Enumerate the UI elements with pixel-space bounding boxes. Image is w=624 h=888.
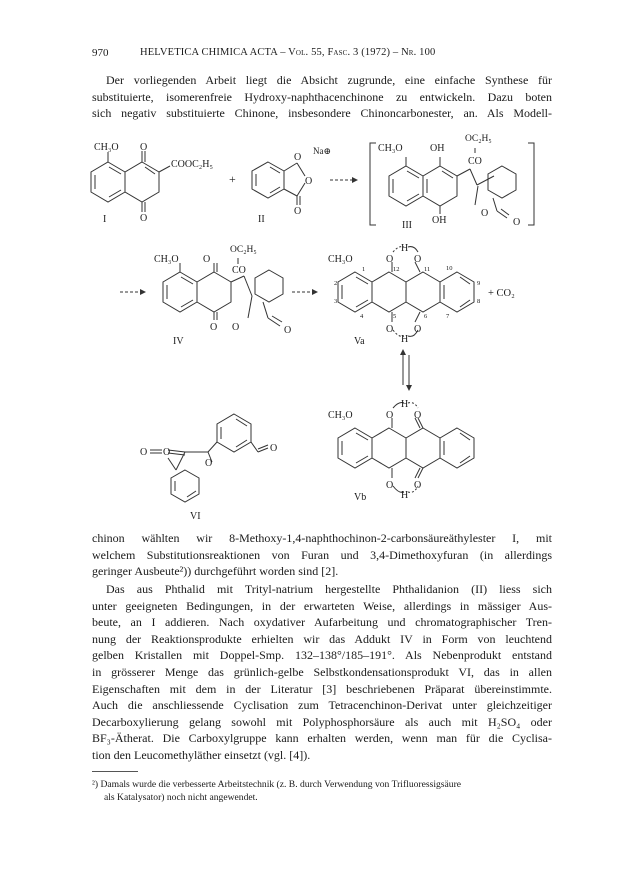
footnote-rule [92,771,138,772]
text-line: chinon wählten wir 8-Methoxy-1,4-naphthochinon-2-carbonsäureäthylester I, mit [92,531,552,545]
atom-number: 4 [360,313,364,320]
oxo-label: O [386,254,394,265]
body-paragraph [92,530,552,580]
ring-oxygen-label: O [205,458,213,469]
text-line: substituierte, isomerenfreie Hydroxy-naphthacenchinone zu entwickeln. Dazu boten [92,89,552,104]
running-head: HELVETICA CHIMICA ACTA – Vol. 55, Fasc. 3 (1972) – Nr. 100 [140,47,436,58]
footnote-line: ²) Damals wurde die verbesserte Arbeitstechnik (z. B. durch Verwendung von Trifluoressigsäure [92,779,462,790]
oxo-label: O [270,443,278,454]
text-line: Decarboxylierung gelang sowohl mit Polyphosphorsäure als auch mit H₂SO₄ oder [92,714,552,729]
text-line: Das aus Phthalid mit Trityl-natrium hergestellte Phthalidanion (II) liess sich [106,582,552,596]
page-header [92,47,552,61]
hydrogen-label: H [401,243,409,254]
ethoxy-label: OC₂H₅ [465,134,492,144]
text-line: Eigenschaften mit dem in der Literatur [3] beschriebenen Präparat übereinstimmte. [92,681,552,696]
oxo-label: O [386,410,394,421]
text-line: BF₃-Ätherat. Die Carboxylgruppe kann erhalten werden, wenn man für die Cyclisa- [92,731,552,746]
atom-number: 3 [334,298,338,305]
methoxy-label: CH₃O [94,142,119,153]
hydrogen-label: H [401,490,409,501]
compound-label-II: II [258,214,265,225]
compound-label-I: I [103,214,107,225]
atom-number: 1 [362,266,366,273]
reaction-scheme [0,128,624,523]
methoxy-label: CH₃O [328,410,353,421]
equilibrium-arrows [400,349,412,391]
ester-label: COOC₂H₅ [171,159,213,170]
oxo-label: O [210,322,218,333]
oxo-label: O [414,480,422,491]
text-line: sich negativ substituierte Chinone, insbesondere Chinoncarbonester, an. Als Modell- [92,106,552,121]
text-line: gelben Kristallen mit Doppel-Smp. 132–138°/185–191°. Als Nebenprodukt entstand [92,648,552,663]
carbanion-dot-label: O [294,152,302,163]
oxo-label: O [513,217,521,228]
text-line: geringer Ausbeute²)) durchgeführt worden sind [2]. [92,564,339,579]
text-line: beute, an I addieren. Nach oxydativer Aufarbeitung und chromatographischer Tren- [92,615,552,630]
plus-sign: + [229,172,236,186]
body-paragraph [92,581,552,764]
compound-Vb-structure [338,403,474,493]
ring-oxygen-label: O [163,447,171,458]
oxo-label: O [414,410,422,421]
footnote-line: als Katalysator) noch nicht angewendet. [104,792,258,803]
footnote [92,778,552,804]
text-line: Auch die anschliessende Cyclisation zum Tetracenchinon-Derivat unter gleichzeitiger [92,698,552,713]
text-line: tion den Leucomethyläther einsetzt (vgl. [4]). [92,747,311,762]
hydroxy-label: OH [430,143,445,154]
atom-number: 5 [393,313,397,320]
oxo-label: O [140,447,148,458]
hydrogen-label: H [401,334,409,345]
compound-Va-structure [338,247,474,337]
methoxy-label: CH₃O [378,143,403,154]
hydroxy-label: OH [432,215,447,226]
compound-IV-structure [163,258,283,326]
compound-label-IV: IV [173,336,184,347]
oxo-label: O [386,324,394,335]
atom-number: 12 [393,266,400,273]
methoxy-label: CH₃O [154,254,179,265]
atom-number: 8 [477,298,481,305]
ethoxy-label: OC₂H₅ [230,245,257,255]
carbonyl-label: CO [232,265,246,276]
text-line: nung der Reaktionsprodukte erhielten wir das Addukt IV in Form von leuchtend [92,631,552,646]
oxo-label: O [140,213,148,224]
compound-label-Vb: Vb [354,492,367,503]
oxo-label: O [284,325,292,336]
compound-I-structure [91,151,170,212]
text-line: welchem Substitutionsreaktionen von Furan und 3,4-Dimethoxyfuran (in allerdings [92,547,552,562]
atom-number: 10 [446,265,453,272]
co2-label: + CO₂ [488,288,515,299]
carbonyl-label: CO [468,156,482,167]
atom-number: 6 [424,313,428,320]
atom-number: 2 [334,280,338,287]
compound-III-structure [370,143,534,225]
text-line: Der vorliegenden Arbeit liegt die Absicht zugrunde, eine einfache Synthese für [106,73,552,87]
text-line: unter geeigneten Bedingungen, in der erwarteten Weise, allerdings in mässiger Aus- [92,598,552,613]
ring-oxygen-label: O [481,208,489,219]
sodium-label: Na⊕ [313,146,332,156]
compound-label-Va: Va [354,336,365,347]
text-line: in grösserer Menge das grünlich-gelbe Selbstkondensationsprodukt VI, das in allen [92,664,552,679]
hydrogen-label: H [401,399,409,410]
oxo-label: O [414,254,422,265]
page-number: 970 [92,47,109,59]
atom-number: 7 [446,313,450,320]
oxo-label: O [203,254,211,265]
compound-label-III: III [402,220,412,231]
compound-label-VI: VI [190,511,201,522]
atom-number: 9 [477,280,481,287]
atom-number: 11 [424,266,431,273]
oxo-label: O [414,324,422,335]
ring-oxygen-label: O [232,322,240,333]
methoxy-label: CH₃O [328,254,353,265]
ring-oxygen-label: O [305,176,313,187]
oxo-label: O [386,480,394,491]
intro-paragraph [92,72,552,122]
compound-II-structure [252,162,305,205]
oxo-label: O [140,142,148,153]
oxo-label: O [294,206,302,217]
